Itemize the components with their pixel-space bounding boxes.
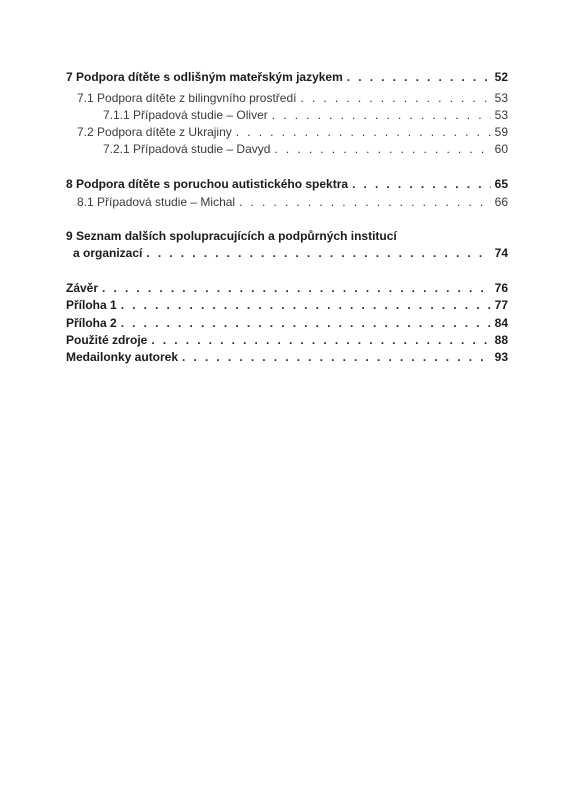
dot-leader (300, 91, 490, 106)
toc-entry-pouzite-zdroje (66, 333, 508, 348)
toc-entry-page: 77 (494, 298, 508, 312)
toc-entry-label: 7.1 Podpora dítěte z bilingvního prostředí (77, 91, 297, 105)
dot-leader (102, 281, 491, 296)
toc-entry-page: 60 (494, 142, 508, 156)
toc-entry-section-8-1 (77, 195, 508, 210)
toc-entry-page: 74 (494, 246, 508, 260)
toc-entry-priloha-2 (66, 316, 508, 331)
toc-entry-section-7-2 (77, 125, 508, 140)
dot-leader (274, 142, 490, 157)
dot-leader (121, 316, 491, 331)
toc-entry-section-7-2-1 (103, 142, 508, 157)
toc-entry-chapter-9-title: 9 Seznam dalších spolupracujících a podpůrných institucí (66, 229, 397, 243)
toc-entry-chapter-8 (66, 177, 508, 192)
toc-entry-section-7-1-1 (103, 108, 508, 123)
dot-leader (236, 125, 491, 140)
toc-entry-label: Použité zdroje (66, 333, 148, 347)
toc-entry-page: 88 (494, 333, 508, 347)
dot-leader (146, 246, 490, 261)
toc-entry-label: 7 Podpora dítěte s odlišným mateřským jazykem (66, 70, 343, 84)
dot-leader (182, 350, 491, 365)
dot-leader (121, 298, 491, 313)
toc-entry-zaver (66, 281, 508, 296)
toc-entry-label: Medailonky autorek (66, 350, 179, 364)
toc-entry-label: 7.1.1 Případová studie – Oliver (103, 108, 268, 122)
toc-entry-page: 53 (494, 91, 508, 105)
dot-leader (352, 177, 491, 192)
toc-entry-page: 76 (494, 281, 508, 295)
toc-entry-label: 7.2 Podpora dítěte z Ukrajiny (77, 125, 232, 139)
toc-entry-label: a organizací (73, 246, 143, 260)
toc-entry-label: Závěr (66, 281, 99, 295)
toc-entry-label: Příloha 2 (66, 316, 117, 330)
toc-entry-section-7-1 (77, 91, 508, 106)
toc-entry-page: 66 (494, 195, 508, 209)
toc-entry-page: 59 (494, 125, 508, 139)
dot-leader (347, 70, 491, 85)
toc-entry-priloha-1 (66, 298, 508, 313)
toc-entry-page: 53 (494, 108, 508, 122)
dot-leader (272, 108, 491, 123)
toc-entry-page: 65 (494, 177, 508, 191)
toc-entry-medailonky-autorek (66, 350, 508, 365)
dot-leader (151, 333, 490, 348)
toc-entry-chapter-9 (73, 246, 508, 261)
toc-entry-page: 93 (494, 350, 508, 364)
toc-entry-page: 84 (494, 316, 508, 330)
toc-entry-label: 8.1 Případová studie – Michal (77, 195, 236, 209)
dot-leader (239, 195, 491, 210)
toc-entry-label: 7.2.1 Případová studie – Davyd (103, 142, 271, 156)
toc-entry-label: 8 Podpora dítěte s poruchou autistického spektra (66, 177, 349, 191)
toc-entry-chapter-7 (66, 70, 508, 85)
toc-entry-label: Příloha 1 (66, 298, 117, 312)
toc-entry-page: 52 (494, 70, 508, 84)
